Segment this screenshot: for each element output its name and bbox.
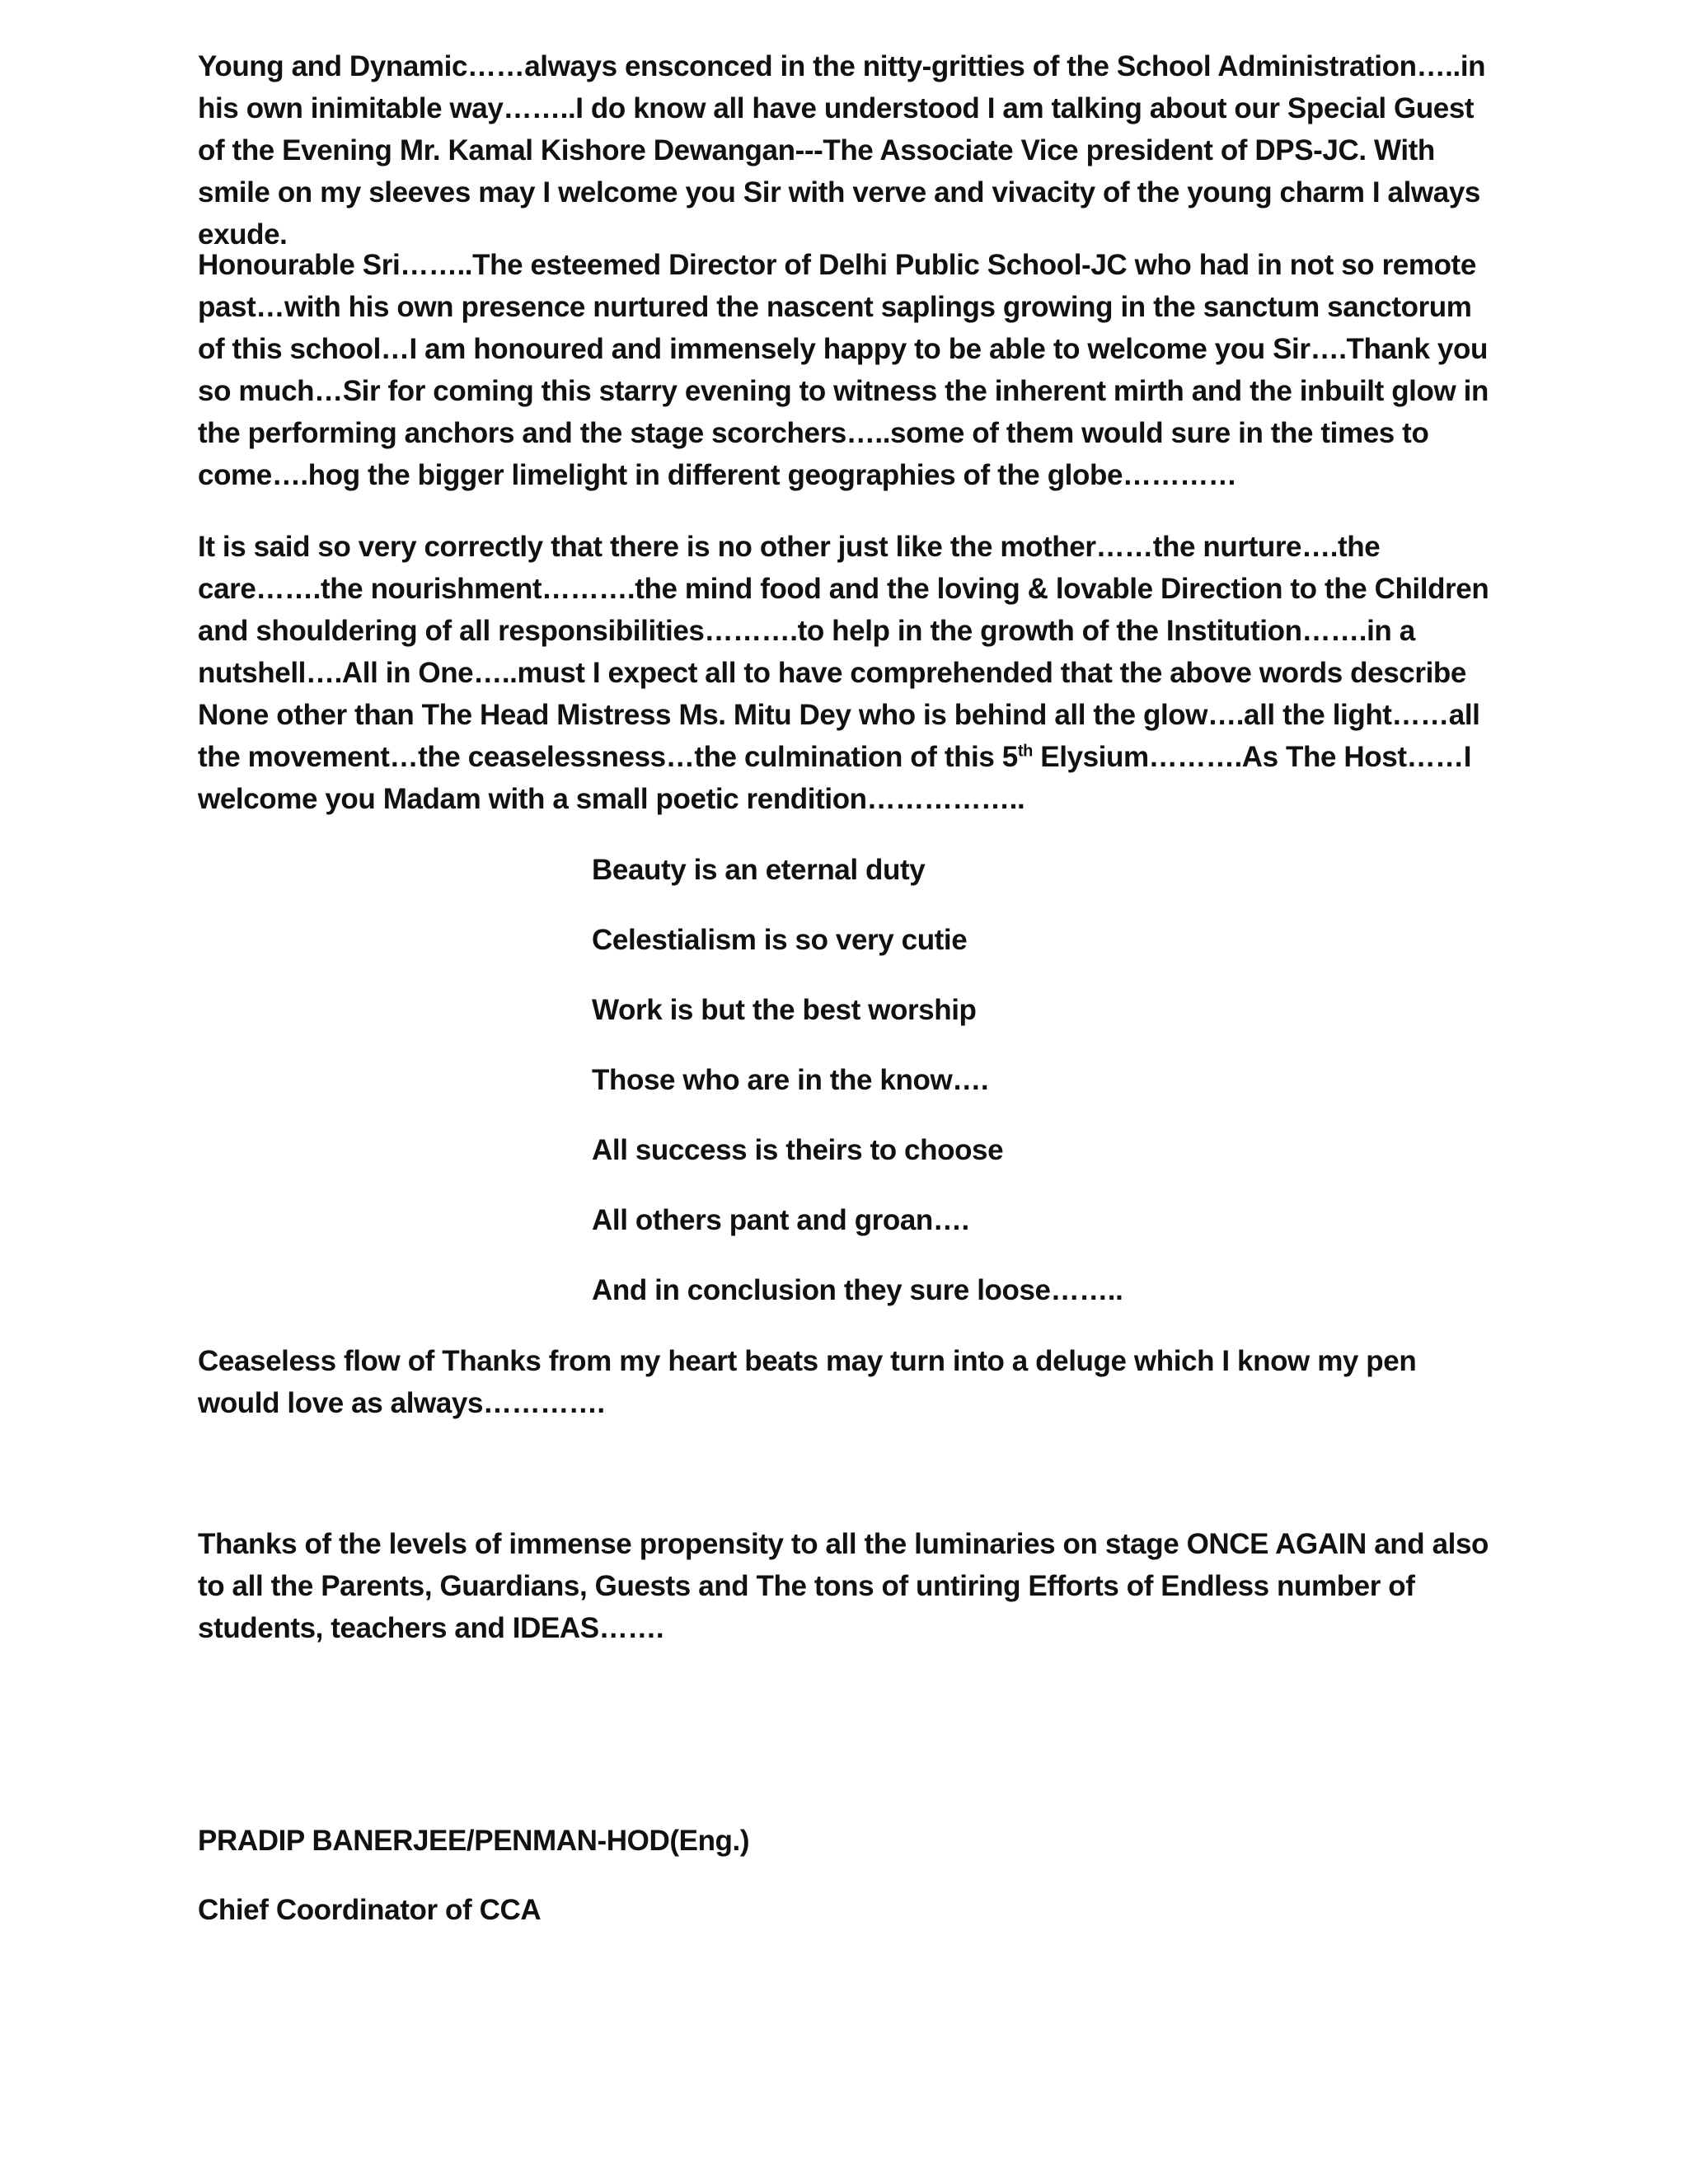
- thanks-paragraph: Ceaseless flow of Thanks from my heart beats may turn into a deluge which I know my pen would love as always………….: [198, 1345, 1417, 1419]
- headmistress-text-part-2: Elysium……….As The Host……I welcome you Madam with a small poetic rendition……………..: [198, 741, 1472, 815]
- poem-line: Celestialism is so very cutie: [592, 924, 968, 956]
- poem-line: And in conclusion they sure loose……..: [592, 1274, 1123, 1306]
- welcome-guest-paragraph: Young and Dynamic……always ensconced in the nitty-gritties of the School Administration…..in his own inimitable way……..I do know all have understood I am talking about our Special Guest of the Evening Mr. Kamal Kishore Dewangan---The Associate Vice president of DPS-JC. With smile on my sleeves may I welcome you Sir with verve and vivacity of the young charm I always exude.: [198, 50, 1486, 251]
- signature-role: Chief Coordinator of CCA: [198, 1894, 542, 1926]
- ordinal-superscript: th: [1017, 742, 1033, 761]
- poem-line: Those who are in the know….: [592, 1064, 989, 1096]
- closing-thanks-paragraph: Thanks of the levels of immense propensity to all the luminaries on stage ONCE AGAIN and also to all the Parents, Guardians, Guests and The tons of untiring Efforts of Endless number of students, teachers and IDEAS…….: [198, 1528, 1489, 1644]
- poem-line: All others pant and groan….: [592, 1204, 969, 1236]
- signature-name: PRADIP BANERJEE/PENMAN-HOD(Eng.): [198, 1825, 750, 1857]
- welcome-director-paragraph: Honourable Sri……..The esteemed Director of Delhi Public School-JC who had in not so remote past…with his own presence nurtured the nascent saplings growing in the sanctum sanctorum of this school…I am honoured and immensely happy to be able to welcome you Sir….Thank you so much…Sir for coming this starry evening to witness the inherent mirth and the inbuilt glow in the performing anchors and the stage scorchers…..some of them would sure in the times to come….hog the bigger limelight in different geographies of the globe…………: [198, 249, 1489, 491]
- welcome-headmistress-paragraph: [198, 526, 1492, 820]
- poem-line: Beauty is an eternal duty: [592, 854, 926, 886]
- poem-line: All success is theirs to choose: [592, 1134, 1004, 1166]
- poem-stanza: [592, 849, 1334, 1339]
- headmistress-text-part-1: It is said so very correctly that there is no other just like the mother……the nurture….the care…….the nourishment……….the mind food and the loving & lovable Direction to the Children and shouldering of all responsibilities……….to help in the growth of the Institution…….in a nutshell….All in One…..must I expect all to have comprehended that the above words describe None other than The Head Mistress Ms. Mitu Dey who is behind all the glow….all the light……all the movement…the ceaselessness…the culmination of this 5: [198, 531, 1489, 773]
- poem-line: Work is but the best worship: [592, 994, 977, 1026]
